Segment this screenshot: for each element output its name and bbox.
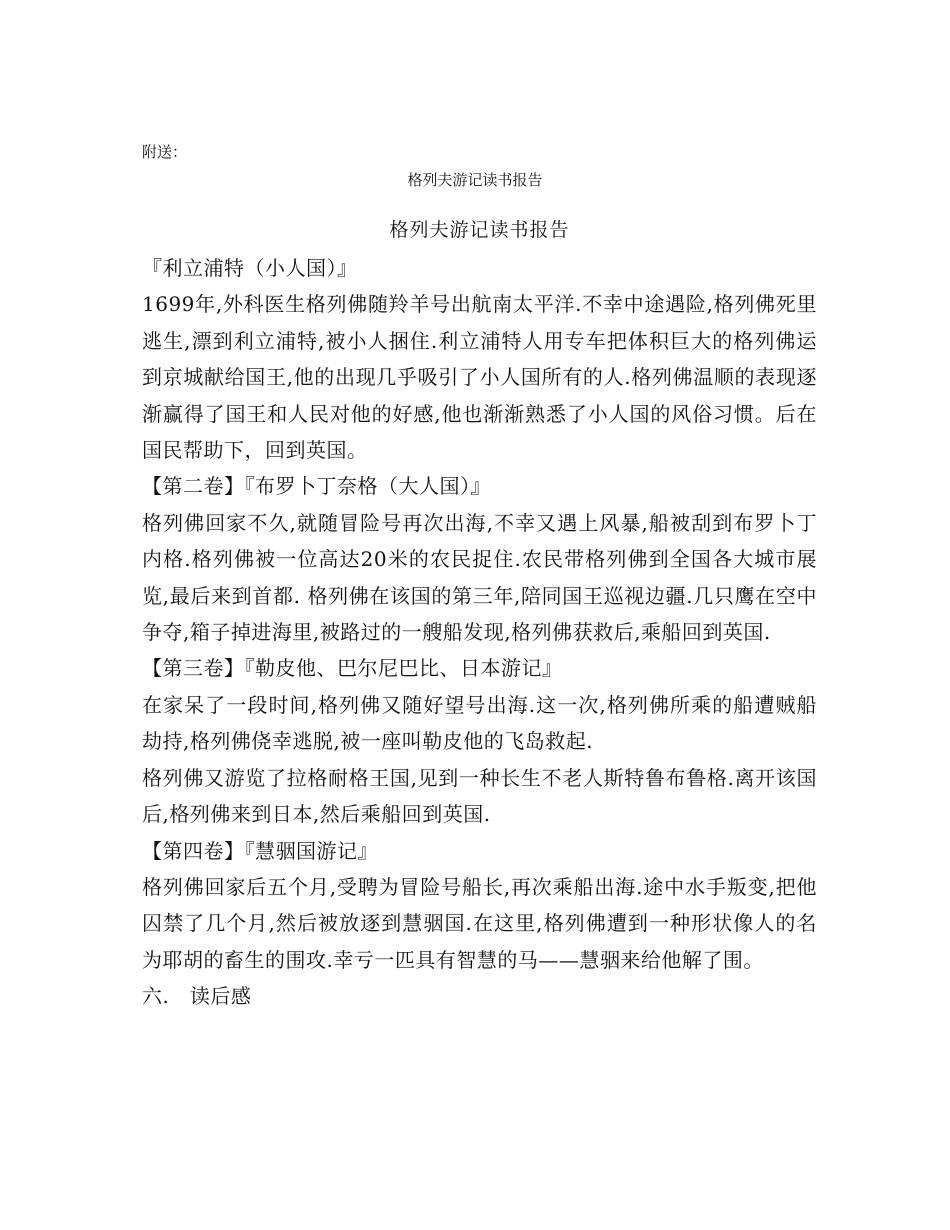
small-title: 格列夫游记读书报告 — [407, 171, 543, 189]
part1-heading: 『利立浦特（小人国）』 — [142, 256, 358, 280]
part3-paragraph-b: 格列佛又游览了拉格耐格王国,见到一种长生不老人斯特鲁布鲁格.离开该国后,格列佛来到日本,然后乘船回到英国. — [142, 765, 817, 827]
part3-heading: 【第三卷】『勒皮他、巴尔尼巴比、日本游记』 — [142, 656, 563, 681]
report-title: 格列夫游记读书报告 — [389, 219, 570, 241]
part4-heading: 【第四卷】『慧骃国游记』 — [142, 838, 378, 863]
part1-paragraph: 1699年,外科医生格列佛随羚羊号出航南太平洋.不幸中途遇险,格列佛死里逃生,漂到利立浦特,被小人捆住.利立浦特人用专车把体积巨大的格列佛运到京城献给国王,他的出现几乎吸引了小人国所有的人.格列佛温顺的表现逐渐赢得了国王和人民对他的好感,他也渐渐熟悉了小人国的风俗习惯。后在国民帮助下，回到英国。 — [142, 292, 817, 463]
attachment-label: 附送： — [142, 143, 188, 161]
part2-heading: 【第二卷】『布罗卜丁奈格（大人国）』 — [142, 474, 491, 499]
part3-paragraph-a: 在家呆了一段时间,格列佛又随好望号出海.这一次,格列佛所乘的船遭贼船劫持,格列佛侥幸逃脱,被一座叫勒皮他的飞岛救起. — [142, 692, 817, 754]
section6-heading: 六. 读后感 — [142, 984, 252, 1009]
report-body — [142, 210, 817, 1015]
part4-paragraph: 格列佛回家后五个月,受聘为冒险号船长,再次乘船出海.途中水手叛变,把他囚禁了几个月,然后被放逐到慧骃国.在这里,格列佛遭到一种形状像人的名为耶胡的畜生的围攻.幸亏一匹具有智慧的马——慧骃来给他解了围。 — [142, 874, 817, 972]
part2-paragraph: 格列佛回家不久,就随冒险号再次出海,不幸又遇上风暴,船被刮到布罗卜丁内格.格列佛被一位高达20米的农民捉住.农民带格列佛到全国各大城市展览,最后来到首都. 格列佛在该国的第三年,陪同国王巡视边疆.几只鹰在空中争夺,箱子掉进海里,被路过的一艘船发现,格列佛获救后,乘船回到英国. — [142, 510, 817, 645]
